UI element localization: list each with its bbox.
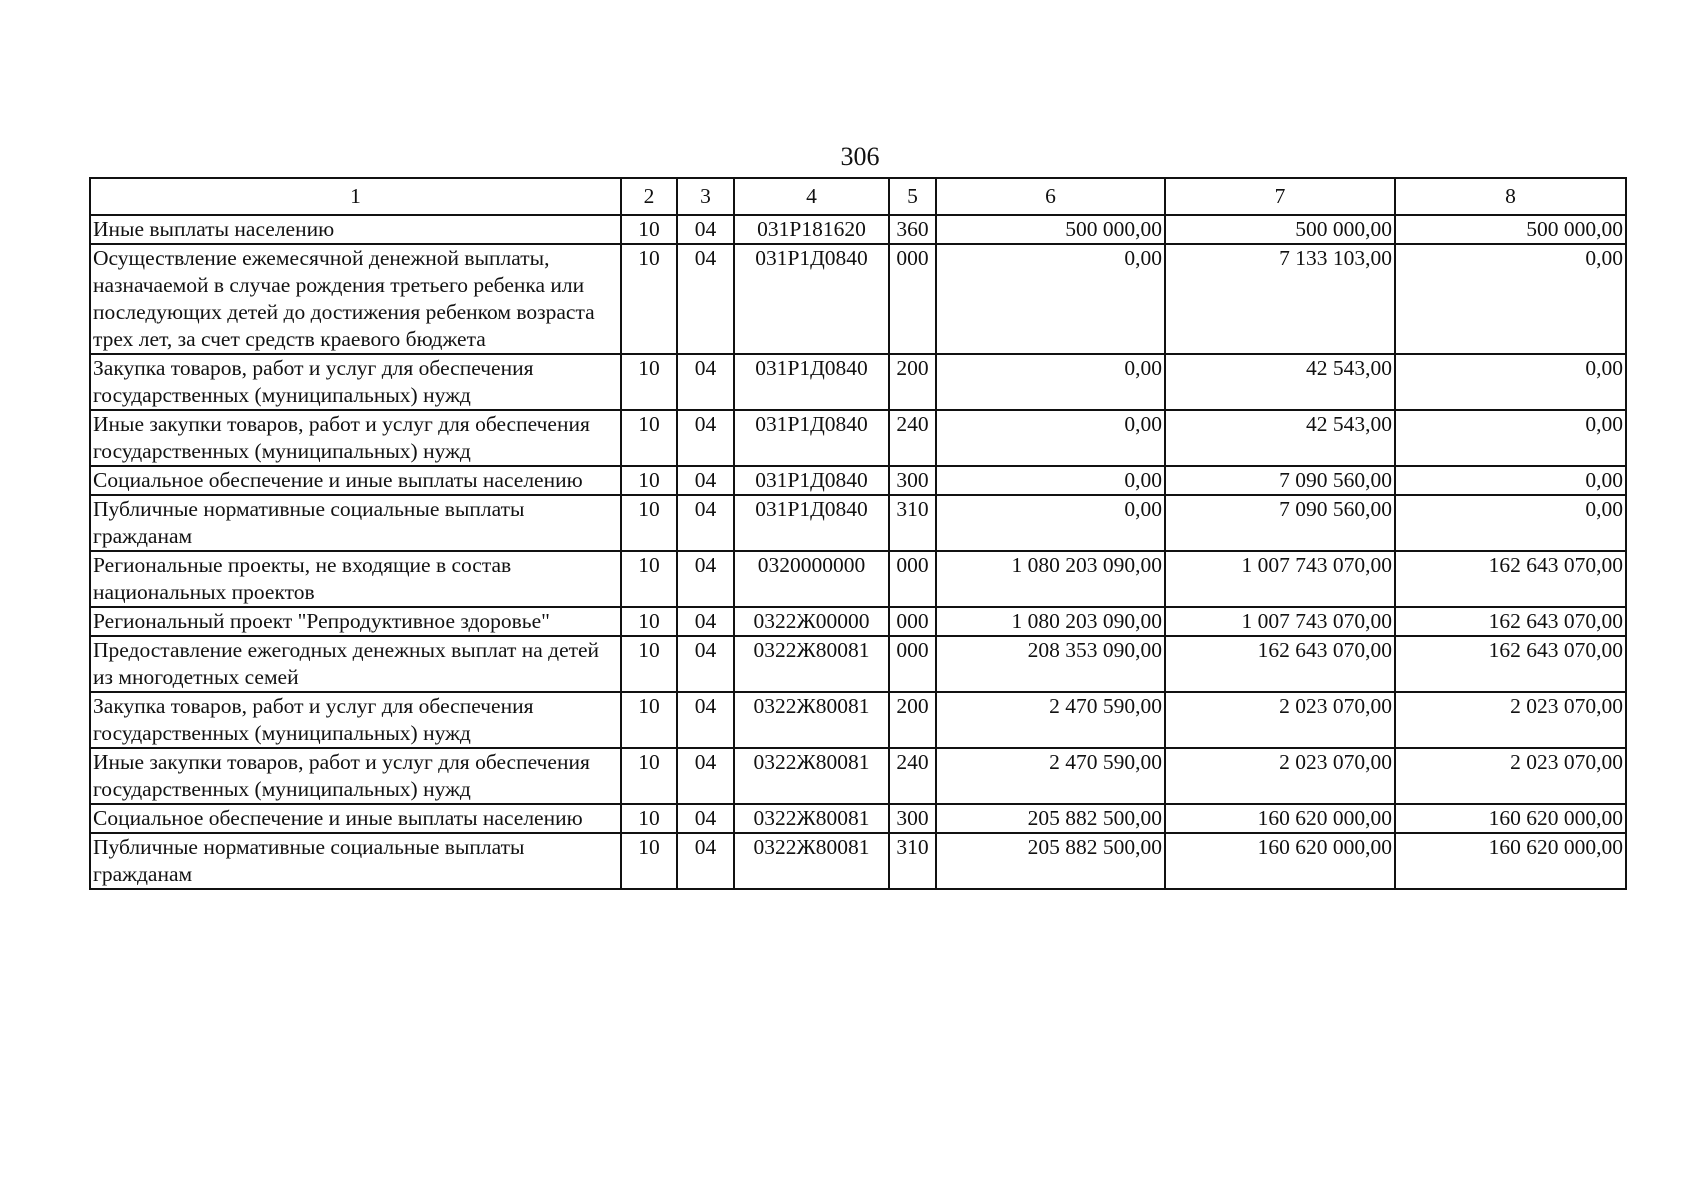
row-name-cell: Иные закупки товаров, работ и услуг для обеспечения государственных (муниципальных) нужд	[90, 748, 621, 804]
amount-col6-cell: 2 470 590,00	[936, 692, 1165, 748]
section-code-cell: 10	[621, 354, 677, 410]
amount-col8-cell: 0,00	[1395, 354, 1626, 410]
section-code-cell: 10	[621, 244, 677, 354]
expense-type-cell: 240	[889, 748, 936, 804]
section-code-cell: 10	[621, 636, 677, 692]
table-row	[90, 607, 1626, 636]
amount-col6-cell: 2 470 590,00	[936, 748, 1165, 804]
amount-col8-cell: 2 023 070,00	[1395, 692, 1626, 748]
amount-col7-cell: 500 000,00	[1165, 215, 1395, 244]
amount-col6-cell: 205 882 500,00	[936, 833, 1165, 889]
section-code-cell: 10	[621, 692, 677, 748]
row-name-cell: Осуществление ежемесячной денежной выплаты, назначаемой в случае рождения третьего ребенка или последующих детей до достижения ребенком возраста трех лет, за счет средств краевого бюджета	[90, 244, 621, 354]
column-header-2: 2	[621, 178, 677, 215]
target-article-cell: 0322Ж80081	[734, 692, 889, 748]
column-header-4: 4	[734, 178, 889, 215]
table-header-row	[90, 178, 1626, 215]
section-code-cell: 10	[621, 466, 677, 495]
row-name-cell: Закупка товаров, работ и услуг для обеспечения государственных (муниципальных) нужд	[90, 354, 621, 410]
table-row	[90, 215, 1626, 244]
amount-col8-cell: 2 023 070,00	[1395, 748, 1626, 804]
amount-col7-cell: 7 090 560,00	[1165, 466, 1395, 495]
amount-col7-cell: 2 023 070,00	[1165, 748, 1395, 804]
target-article-cell: 0322Ж80081	[734, 804, 889, 833]
amount-col8-cell: 162 643 070,00	[1395, 607, 1626, 636]
subsection-code-cell: 04	[677, 354, 734, 410]
target-article-cell: 0322Ж80081	[734, 636, 889, 692]
section-code-cell: 10	[621, 748, 677, 804]
section-code-cell: 10	[621, 804, 677, 833]
subsection-code-cell: 04	[677, 692, 734, 748]
amount-col7-cell: 1 007 743 070,00	[1165, 551, 1395, 607]
expense-type-cell: 310	[889, 833, 936, 889]
amount-col7-cell: 42 543,00	[1165, 354, 1395, 410]
amount-col8-cell: 0,00	[1395, 410, 1626, 466]
amount-col7-cell: 42 543,00	[1165, 410, 1395, 466]
table-row	[90, 636, 1626, 692]
expense-type-cell: 000	[889, 244, 936, 354]
column-header-6: 6	[936, 178, 1165, 215]
target-article-cell: 031P181620	[734, 215, 889, 244]
subsection-code-cell: 04	[677, 804, 734, 833]
section-code-cell: 10	[621, 495, 677, 551]
row-name-cell: Предоставление ежегодных денежных выплат на детей из многодетных семей	[90, 636, 621, 692]
amount-col6-cell: 500 000,00	[936, 215, 1165, 244]
column-header-7: 7	[1165, 178, 1395, 215]
section-code-cell: 10	[621, 551, 677, 607]
expense-type-cell: 360	[889, 215, 936, 244]
row-name-cell: Региональные проекты, не входящие в состав национальных проектов	[90, 551, 621, 607]
expense-type-cell: 240	[889, 410, 936, 466]
amount-col6-cell: 0,00	[936, 354, 1165, 410]
table-row	[90, 410, 1626, 466]
table-row	[90, 495, 1626, 551]
amount-col7-cell: 160 620 000,00	[1165, 833, 1395, 889]
table-row	[90, 692, 1626, 748]
subsection-code-cell: 04	[677, 495, 734, 551]
row-name-cell: Региональный проект "Репродуктивное здоровье"	[90, 607, 621, 636]
table-row	[90, 466, 1626, 495]
table-row	[90, 748, 1626, 804]
amount-col8-cell: 162 643 070,00	[1395, 551, 1626, 607]
table-row	[90, 804, 1626, 833]
subsection-code-cell: 04	[677, 607, 734, 636]
column-header-1: 1	[90, 178, 621, 215]
expense-type-cell: 200	[889, 692, 936, 748]
amount-col8-cell: 160 620 000,00	[1395, 804, 1626, 833]
target-article-cell: 031P1Д0840	[734, 244, 889, 354]
page-number: 306	[840, 142, 880, 171]
row-name-cell: Публичные нормативные социальные выплаты гражданам	[90, 833, 621, 889]
row-name-cell: Публичные нормативные социальные выплаты гражданам	[90, 495, 621, 551]
target-article-cell: 0320000000	[734, 551, 889, 607]
subsection-code-cell: 04	[677, 410, 734, 466]
budget-table	[89, 177, 1627, 890]
column-header-5: 5	[889, 178, 936, 215]
target-article-cell: 0322Ж80081	[734, 748, 889, 804]
amount-col8-cell: 0,00	[1395, 244, 1626, 354]
table-row	[90, 354, 1626, 410]
subsection-code-cell: 04	[677, 636, 734, 692]
subsection-code-cell: 04	[677, 748, 734, 804]
subsection-code-cell: 04	[677, 551, 734, 607]
amount-col8-cell: 160 620 000,00	[1395, 833, 1626, 889]
amount-col8-cell: 500 000,00	[1395, 215, 1626, 244]
amount-col6-cell: 208 353 090,00	[936, 636, 1165, 692]
subsection-code-cell: 04	[677, 215, 734, 244]
expense-type-cell: 000	[889, 551, 936, 607]
amount-col7-cell: 2 023 070,00	[1165, 692, 1395, 748]
target-article-cell: 0322Ж80081	[734, 833, 889, 889]
subsection-code-cell: 04	[677, 466, 734, 495]
expense-type-cell: 000	[889, 636, 936, 692]
amount-col8-cell: 0,00	[1395, 466, 1626, 495]
amount-col6-cell: 205 882 500,00	[936, 804, 1165, 833]
target-article-cell: 031P1Д0840	[734, 410, 889, 466]
column-header-8: 8	[1395, 178, 1626, 215]
subsection-code-cell: 04	[677, 244, 734, 354]
target-article-cell: 031P1Д0840	[734, 354, 889, 410]
expense-type-cell: 000	[889, 607, 936, 636]
amount-col7-cell: 7 133 103,00	[1165, 244, 1395, 354]
amount-col8-cell: 162 643 070,00	[1395, 636, 1626, 692]
amount-col7-cell: 1 007 743 070,00	[1165, 607, 1395, 636]
row-name-cell: Иные закупки товаров, работ и услуг для обеспечения государственных (муниципальных) нужд	[90, 410, 621, 466]
target-article-cell: 0322Ж00000	[734, 607, 889, 636]
expense-type-cell: 200	[889, 354, 936, 410]
column-header-3: 3	[677, 178, 734, 215]
section-code-cell: 10	[621, 410, 677, 466]
subsection-code-cell: 04	[677, 833, 734, 889]
target-article-cell: 031P1Д0840	[734, 495, 889, 551]
row-name-cell: Социальное обеспечение и иные выплаты населению	[90, 804, 621, 833]
amount-col6-cell: 0,00	[936, 410, 1165, 466]
row-name-cell: Социальное обеспечение и иные выплаты населению	[90, 466, 621, 495]
amount-col7-cell: 7 090 560,00	[1165, 495, 1395, 551]
amount-col6-cell: 0,00	[936, 466, 1165, 495]
amount-col6-cell: 1 080 203 090,00	[936, 551, 1165, 607]
expense-type-cell: 310	[889, 495, 936, 551]
amount-col7-cell: 162 643 070,00	[1165, 636, 1395, 692]
amount-col6-cell: 0,00	[936, 244, 1165, 354]
table-row	[90, 551, 1626, 607]
amount-col7-cell: 160 620 000,00	[1165, 804, 1395, 833]
amount-col6-cell: 0,00	[936, 495, 1165, 551]
section-code-cell: 10	[621, 607, 677, 636]
expense-type-cell: 300	[889, 804, 936, 833]
table-row	[90, 833, 1626, 889]
section-code-cell: 10	[621, 833, 677, 889]
row-name-cell: Иные выплаты населению	[90, 215, 621, 244]
table-row	[90, 244, 1626, 354]
expense-type-cell: 300	[889, 466, 936, 495]
amount-col6-cell: 1 080 203 090,00	[936, 607, 1165, 636]
target-article-cell: 031P1Д0840	[734, 466, 889, 495]
row-name-cell: Закупка товаров, работ и услуг для обеспечения государственных (муниципальных) нужд	[90, 692, 621, 748]
section-code-cell: 10	[621, 215, 677, 244]
amount-col8-cell: 0,00	[1395, 495, 1626, 551]
table-body	[90, 215, 1626, 889]
